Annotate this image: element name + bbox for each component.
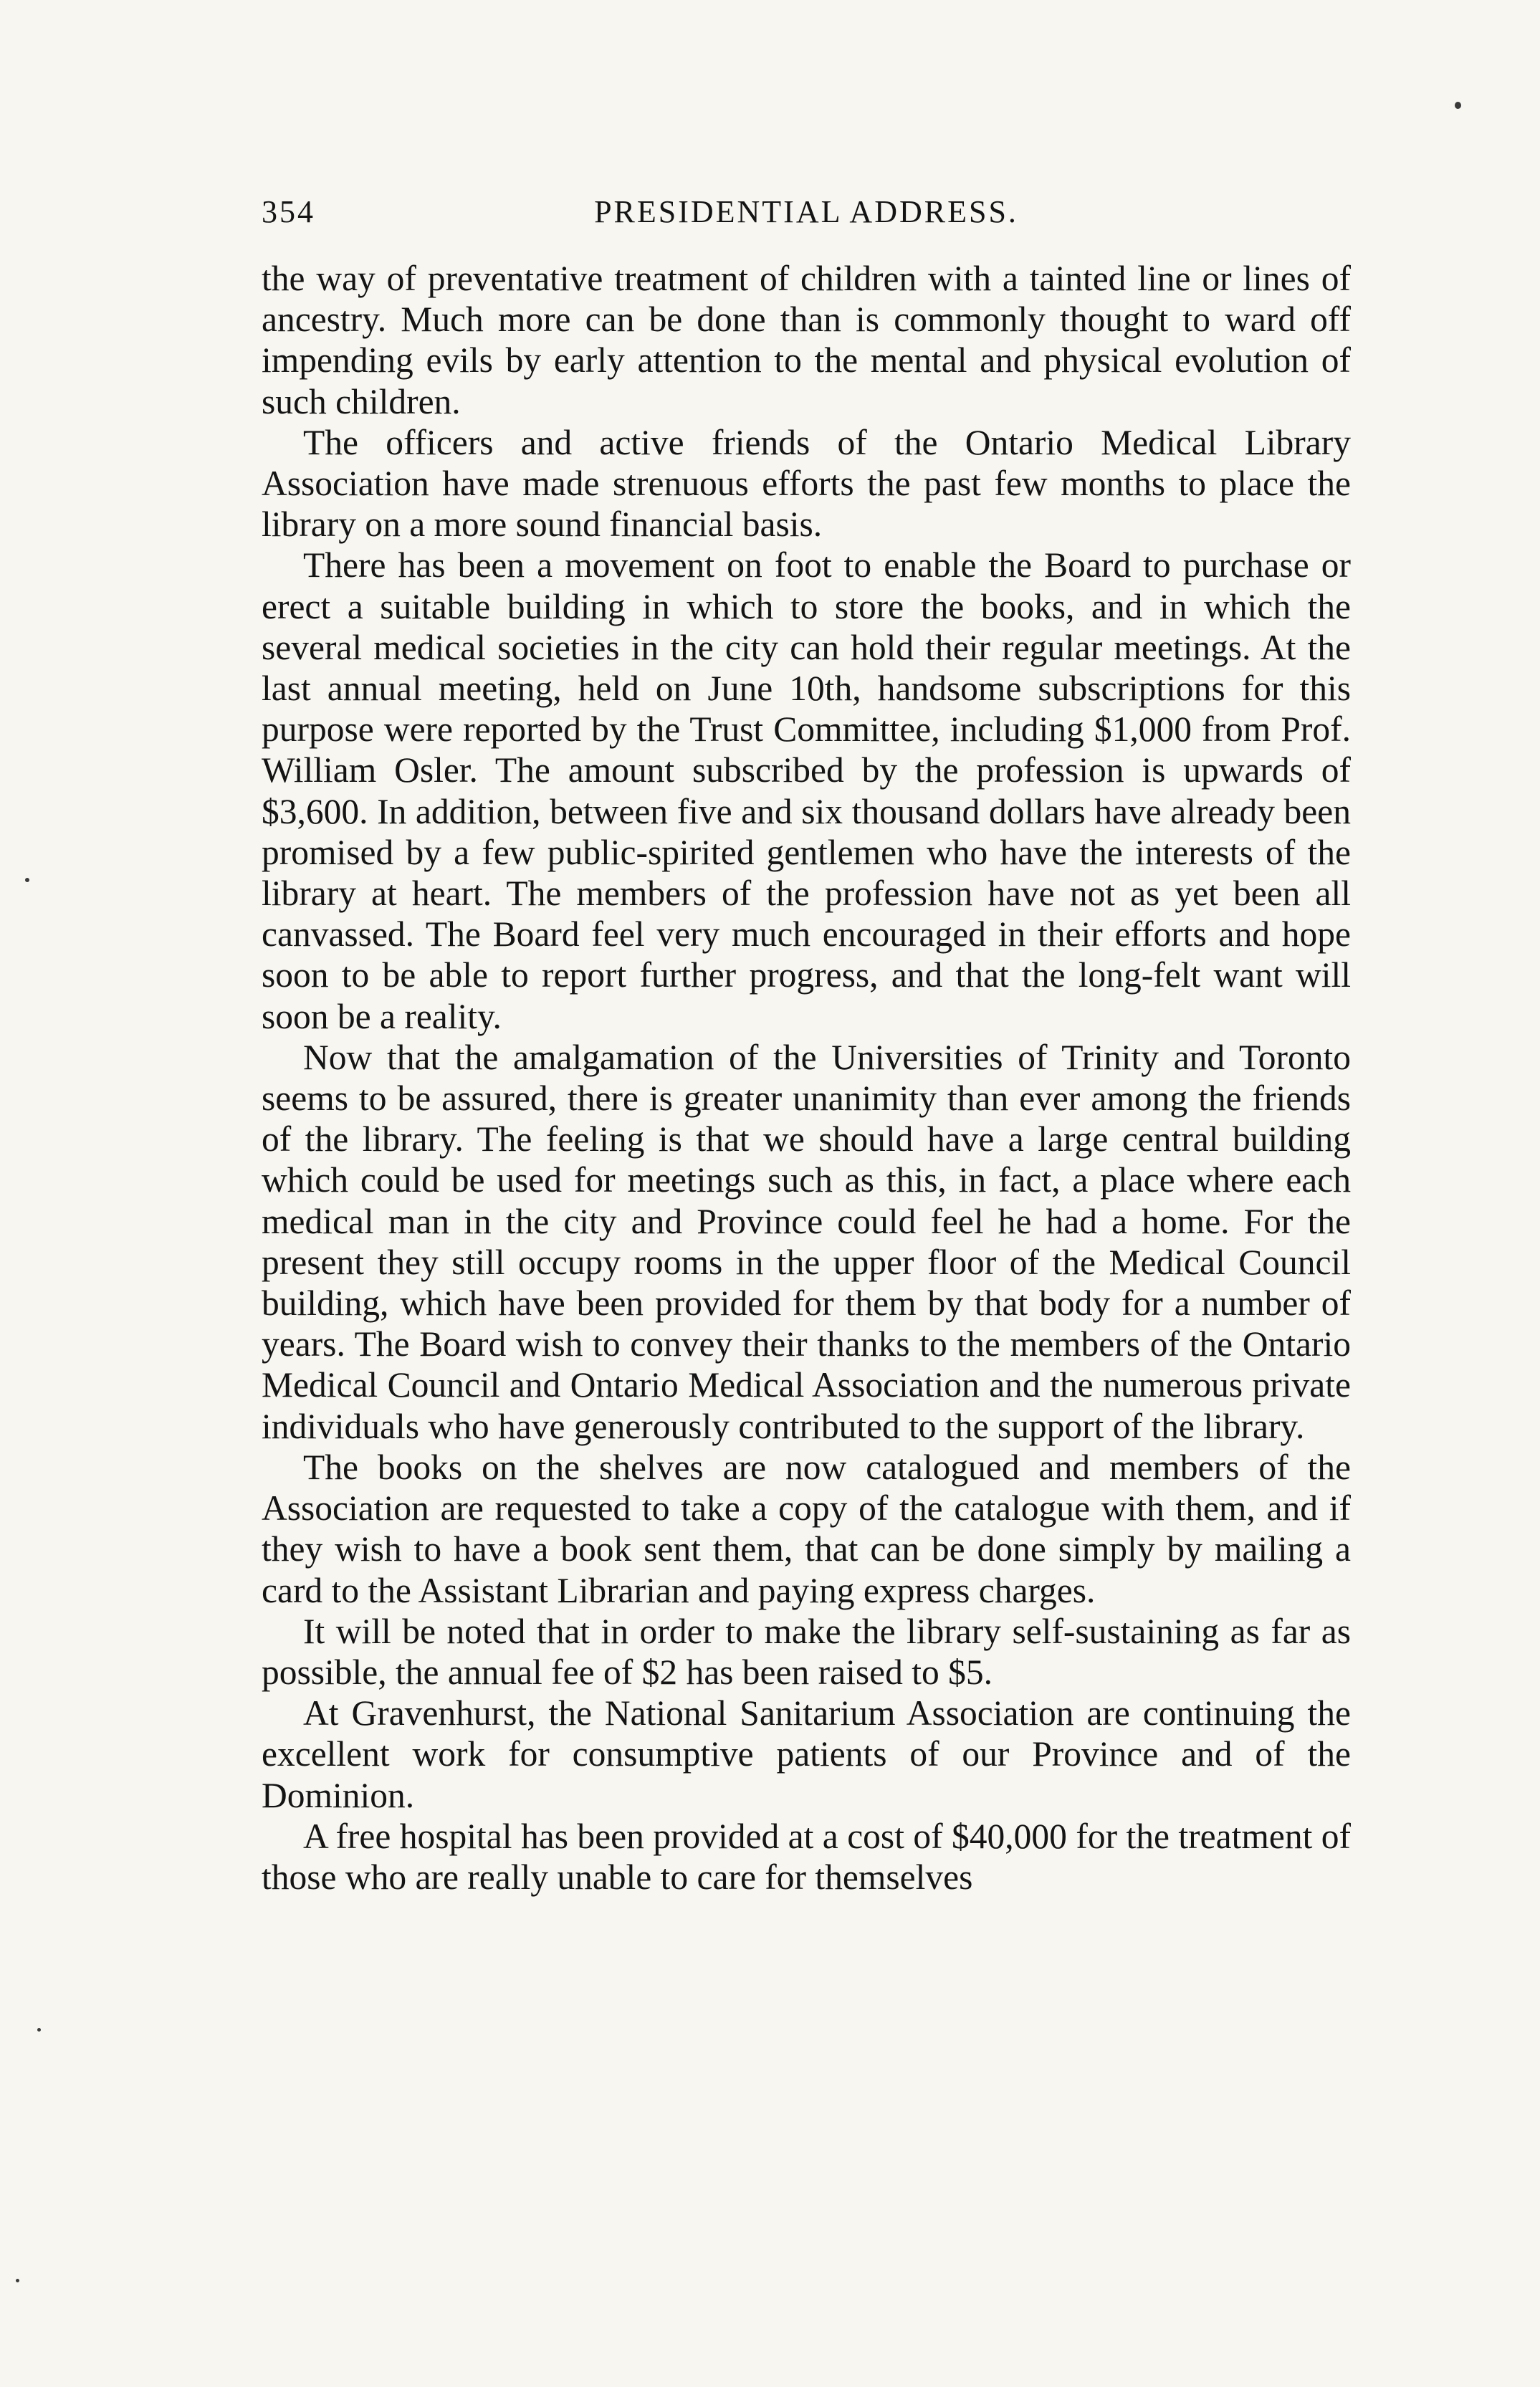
paragraph-catalogue: The books on the shelves are now catalogued and members of the Association are requested to take a copy of the catalogue with them, and if they wish to have a book sent them, that can be done simply by mailing a card to the Assistant Librarian and paying express charges.: [262, 1447, 1351, 1610]
scan-speck: [1455, 102, 1461, 109]
page-heading: PRESIDENTIAL ADDRESS.: [594, 194, 1018, 229]
running-head: [262, 193, 1351, 244]
scan-speck: [25, 878, 29, 882]
scan-speck: [16, 2279, 19, 2282]
page-number: 354: [262, 194, 315, 229]
body-text: [262, 258, 1351, 1898]
paragraph-amalgamation: Now that the amalgamation of the Universities of Trinity and Toronto seems to be assured, there is greater unanimity than ever among the friends of the library. The feeling is that we should have a large central building which could be used for meetings such as this, in fact, a place where each medical man in the city and Province could feel he had a home. For the present they still occupy rooms in the upper floor of the Medical Council building, which have been provided for them by that body for a number of years. The Board wish to convey their thanks to the members of the Ontario Medical Council and Ontario Medical Association and the numerous private individuals who have generously contributed to the support of the library.: [262, 1037, 1351, 1446]
paragraph-gravenhurst: At Gravenhurst, the National Sanitarium Association are continuing the excellent work for consumptive patients of our Province and of the Dominion.: [262, 1693, 1351, 1815]
paragraph-preventative-treatment: the way of preventative treatment of children with a tainted line or lines of ancestry. Much more can be done than is commonly thought to ward off impending evils by early attention to the mental and physical evolution of such children.: [262, 259, 1351, 421]
scan-speck: [37, 2028, 41, 2032]
paragraph-annual-fee: It will be noted that in order to make the library self-sustaining as far as possible, the annual fee of $2 has been raised to $5.: [262, 1611, 1351, 1692]
paragraph-building-movement: There has been a movement on foot to enable the Board to purchase or erect a suitable building in which to store the books, and in which the several medical societies in the city can hold their regular meetings. At the last annual meeting, held on June 10th, handsome subscriptions for this purpose were reported by the Trust Committee, including $1,000 from Prof. William Osler. The amount subscribed by the profession is upwards of $3,600. In addition, between five and six thousand dollars have already been promised by a few public-spirited gentlemen who have the interests of the library at heart. The members of the profession have not as yet been all canvassed. The Board feel very much encouraged in their efforts and hope soon to be able to report further progress, and that the long-felt want will soon be a reality.: [262, 545, 1351, 1036]
paragraph-free-hospital: A free hospital has been provided at a cost of $40,000 for the treatment of those who are really unable to care for themselves: [262, 1816, 1351, 1897]
paragraph-library-association: The officers and active friends of the Ontario Medical Library Association have made strenuous efforts the past few months to place the library on a more sound financial basis.: [262, 422, 1351, 545]
